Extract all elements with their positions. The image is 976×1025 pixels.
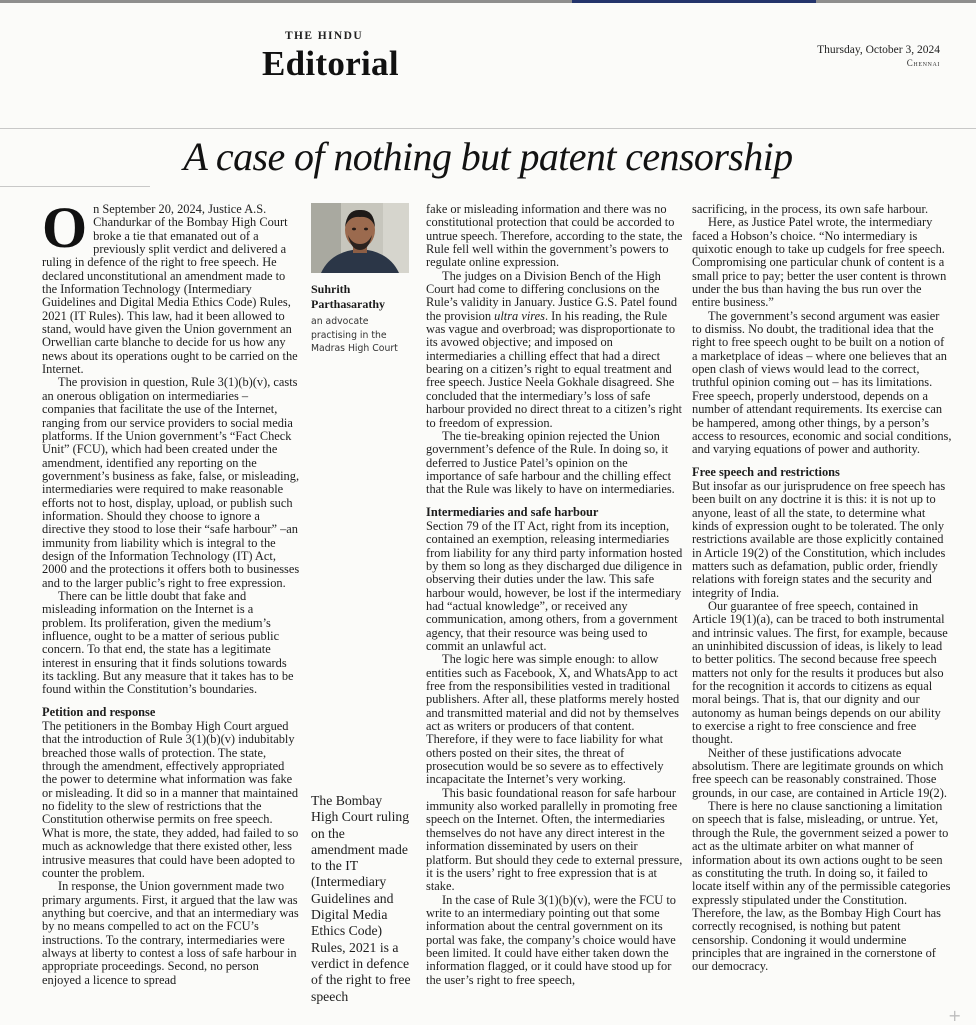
author-photo — [311, 203, 409, 273]
article-paragraph: The judges on a Division Bench of the High Court had come to differing conclusions on the Rule’s validity in January. Justice G.S. Patel found the provision ultra vires. In his reading, the Rule was vague and overbroad; was disproportionate to its avowed objective; and imposed on intermediaries a chilling effect that had a direct bearing on a citizen’s right to equal treatment and free speech. Justice Neela Gokhale disagreed. She concluded that the intermediary’s loss of safe harbour provided no direct threat to a citizen’s right to freedom of expression. — [426, 268, 682, 430]
article-paragraph: But insofar as our jurisprudence on free speech has been built on any doctrine it is this: it is not up to anyone, least of all the state, to determine what kinds of expression ought to be tolerated. The only restrictions available are those explicitly contained in Article 19(2) of the Constitution, which includes matters such as defamation, public order, friendly relations with foreign states and the security and integrity of India. — [692, 478, 946, 600]
section-title: Editorial — [262, 44, 399, 83]
top-accent-bar — [572, 0, 816, 3]
article-paragraph: On September 20, 2024, Justice A.S. Chandurkar of the Bombay High Court broke a tie that emanated out of a previously split verdict and delivered a ruling in defence of the right to free speech. He declared unconstitutional an amendment made to the Information Technology (Intermediary Guidelines and Digital Media Ethics Code) Rules, 2021 (IT Rules). This law, had it been allowed to stand, would have given the Union government an Orwellian carte blanche to decide for us how any news about its operations ought to be carried on the Internet. — [42, 195, 298, 377]
article-paragraph: The tie-breaking opinion rejected the Union government’s defence of the Rule. In doing so, it deferred to Justice Patel’s opinion on the importance of safe harbour and the chilling effect that the Rule was likely to have on intermediaries. — [426, 428, 675, 497]
top-border — [0, 0, 976, 3]
subheading: Petition and response — [42, 704, 156, 719]
article-paragraph: fake or misleading information and there was no constitutional protection that could be accorded to untrue speech. Therefore, according to the state, the Rule fell well within the government’s powers to regulate online expression. — [426, 202, 683, 270]
article-column-1 — [42, 195, 300, 987]
headline-divider — [0, 186, 150, 187]
article-paragraph: The petitioners in the Bombay High Court argued that the introduction of Rule 3(1)(b)(v) indubitably breached those walls of protection. The state, through the amendment, effectively appropriated the power to determine what information was fake or misleading. It did so in a manner that maintained no fidelity to the slew of restrictions that the Constitution otherwise permits on free speech. What is more, the state, they added, had failed to so much as acknowledge that there existed other, less intrusive measures that could have been adopted to counter the problem. — [42, 719, 299, 880]
article-paragraph: Section 79 of the IT Act, right from its inception, contained an exemption, releasing intermediaries from liability for any third party information hosted by them so long as they discharged due diligence in observing their duties under the law. This safe harbour would, however, be lost if the intermediary had “actual knowledge”, or received any communication, among others, from a government agency, that their resource was being used to commit an unlawful act. — [426, 518, 683, 653]
edition-city: Chennai — [906, 58, 940, 68]
article-column-3 — [692, 203, 952, 974]
author-portrait-icon — [311, 203, 409, 273]
article-paragraph: This basic foundational reason for safe harbour immunity also worked parallelly in promoting free speech on the Internet. Often, the intermediaries themselves do not have any direct interest in the information disseminated by users on their platform. But should they cede to external pressure, it is the users’ right to free expression that is at stake. — [426, 785, 683, 894]
article-paragraph: Neither of these justifications advocate absolutism. There are legitimate grounds on which free speech can be reasonably constrained. Those grounds, in our case, are contained in Article 19(2). — [692, 745, 947, 800]
article-paragraph: The logic here was simple enough: to allow entities such as Facebook, X, and WhatsApp to act free from the responsibilities vested in traditional publishers. After all, these platforms merely hosted and transmitted material and did not by themselves act as writers or producers of that content. Therefore, if they were to face liability for what others posted on their sites, the threat of prosecution would be so severe as to effectively incapacitate the Internet’s very working. — [426, 652, 680, 787]
article-paragraph: The government’s second argument was easier to dismiss. No doubt, the traditional idea that the right to free speech ought to be built on a notion of a marketplace of ideas – where one believes that an open clash of views would lead to the correct, truthful opinion coming out – has its limitations. Free speech, properly understood, depends on a number of attendant requirements. Its exercise can be hampered, among other things, by a person’s access to resources, economic and social conditions, and varying equations of power and authority. — [692, 308, 952, 457]
article-paragraph: In response, the Union government made two primary arguments. First, it argued that the law was anything but coercive, and that an intermediary was by no means compelled to act on the FCU’s instructions. To the contrary, intermediaries were always at liberty to contest a loss of safe harbour in appropriate proceedings. Second, no person enjoyed a licence to spread — [42, 879, 299, 987]
publication-date: Thursday, October 3, 2024 — [817, 44, 940, 56]
subheading: Free speech and restrictions — [692, 464, 840, 479]
crop-mark-icon: + — [948, 1006, 962, 1025]
subheading: Intermediaries and safe harbour — [426, 504, 599, 519]
drop-cap: O — [42, 195, 88, 260]
article-paragraph: There can be little doubt that fake and misleading information on the Internet is a problem. Its proliferation, given the medium’s influence, ought to be a matter of serious public concern. To that end, the state has a legitimate interest in ensuring that it finds solutions towards its tackling. But any measure that it takes has to be found within the Constitution’s boundaries. — [42, 588, 294, 697]
article-paragraph: Here, as Justice Patel wrote, the intermediary faced a Hobson’s choice. “No intermediary is quixotic enough to take up cudgels for free speech. Compromising one particular chunk of content is a small price to pay; better the user content is thrown under the bus than having the bus run over the entire business.” — [692, 215, 947, 310]
article-paragraph: There is here no clause sanctioning a limitation on speech that is false, misleading, or untrue. Yet, through the Rule, the government seized a power to act as the ultimate arbiter on what manner of information about its own actions ought to be seen as constituting the truth. In doing so, it failed to locate itself within any of the permissible categories expressly stipulated under the Constitution. Therefore, the law, as the Bombay High Court has correctly recognised, is nothing but patent censorship. Condoning it would undermine principles that are ingrained in the cornerstone of our democracy. — [692, 799, 951, 974]
article-paragraph: In the case of Rule 3(1)(b)(v), were the FCU to write to an intermediary pointing out that some information about the central government on its portal was fake, the company’s choice would have been limited. It could have either taken down the information flagged, or it could have stood up for the user’s right to free speech, — [426, 892, 676, 987]
pull-quote: The Bombay High Court ruling on the amendment made to the IT (Intermediary Guidelines and Digital Media Ethics Code) Rules, 2021 is a verdict in defence of the right to free speech — [311, 793, 411, 1004]
article-column-2 — [426, 203, 684, 987]
author-name: Suhrith Parthasarathy — [311, 282, 385, 311]
author-description: an advocate practising in the Madras High Court — [311, 316, 398, 355]
header-divider — [0, 128, 976, 129]
article-headline: A case of nothing but patent censorship — [183, 134, 793, 179]
newspaper-name: THE HINDU — [284, 30, 364, 42]
article-paragraph: Our guarantee of free speech, contained in Article 19(1)(a), can be traced to both instrumental and intrinsic values. The first, for example, because an uninhibited discussion of ideas, is likely to lead to better politics. The second because free speech matters not only for the results it produces but also for the recognition it accords to citizens as equal moral beings. That is, that our dignity and our autonomy as human beings depends on our ability to exercise a right to free conscience and free thought. — [692, 598, 948, 747]
article-paragraph: sacrificing, in the process, its own safe harbour. — [692, 202, 929, 216]
article-paragraph: The provision in question, Rule 3(1)(b)(v), casts an onerous obligation on intermediaries – companies that facilitate the use of the Internet, ranging from our service providers to social media platforms. If the Union government’s “Fact Check Unit” (FCU), which had been created under the amendment, identified any reporting on the government’s business as fake, false, or misleading, intermediaries were required to make reasonable efforts not to host, display, upload, or publish such information. Should they choose to ignore a directive they stood to lose their “safe harbour” –an immunity from liability which is integral to the design of the Information Technology (IT) Act, 2000 and the protections it offers both to businesses and to the larger public’s right to free expression. — [42, 375, 300, 590]
